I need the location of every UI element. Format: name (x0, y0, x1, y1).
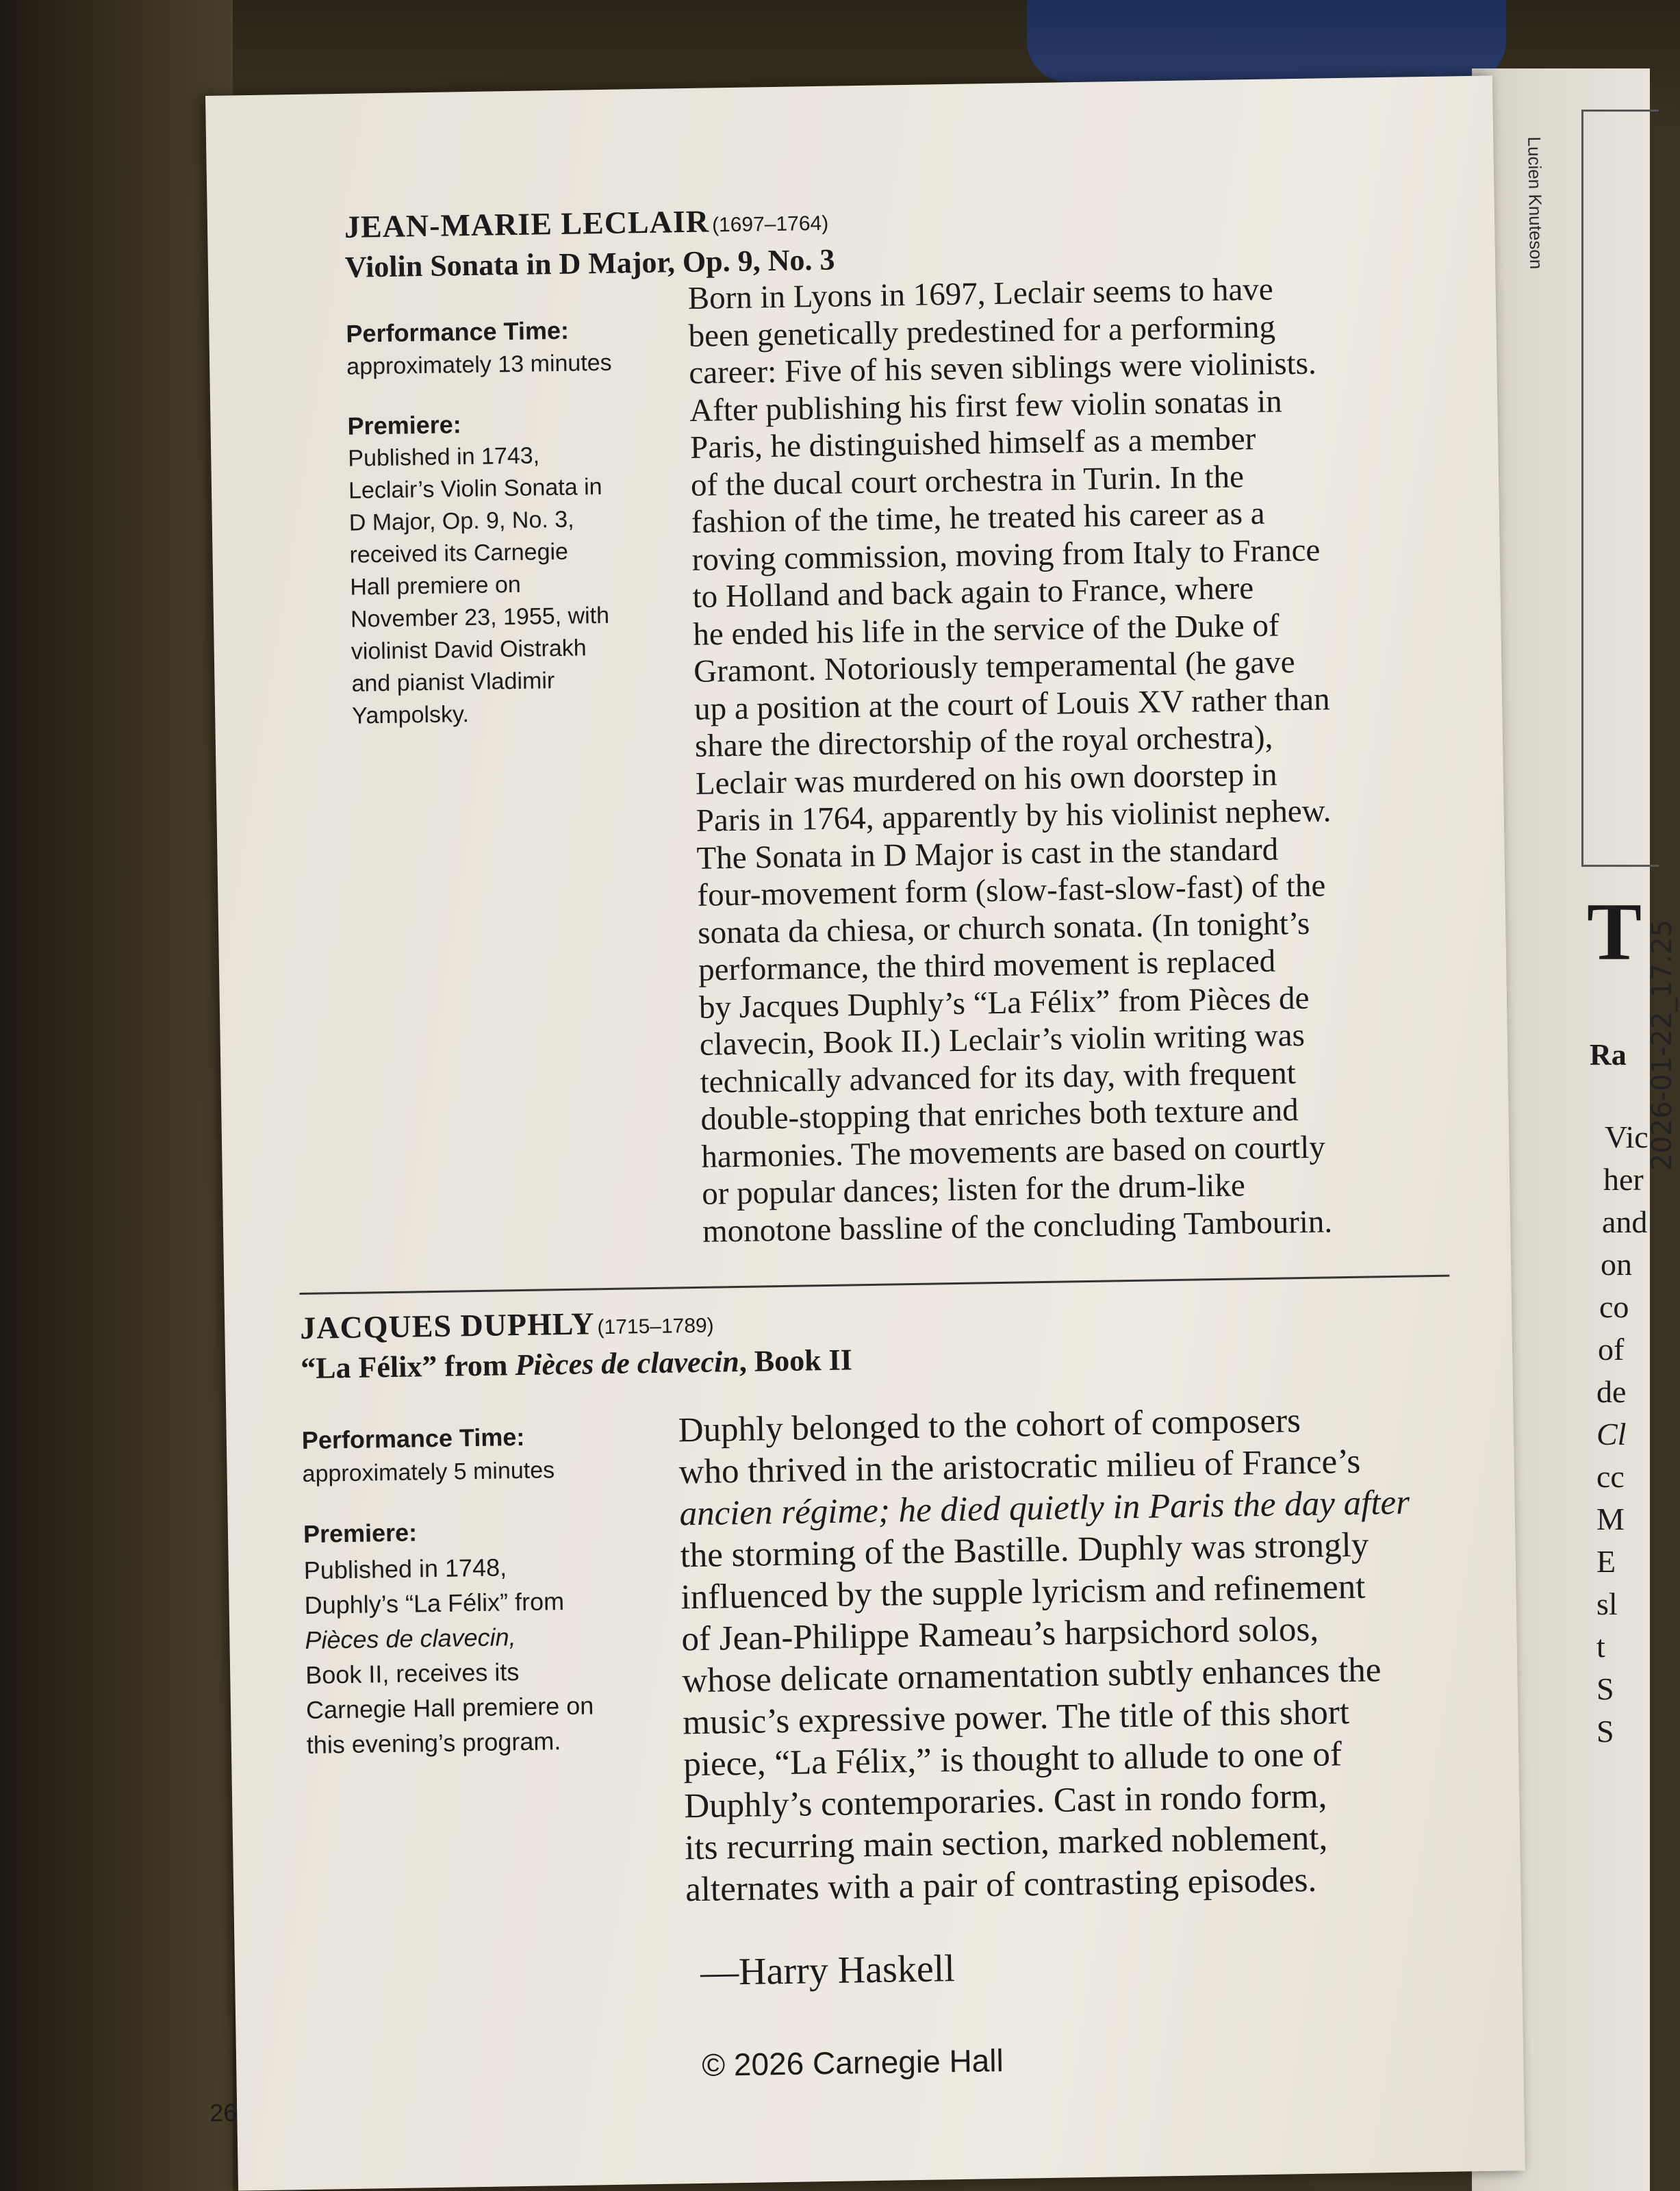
note-line: career: Five of his seven siblings were violinists. (689, 345, 1317, 391)
facing-page-fragment: de (1596, 1374, 1627, 1409)
timestamp: 2026-01-22_17.25 (1646, 920, 1678, 1171)
leclair-heading (344, 201, 829, 245)
note-line: roving commission, moving from Italy to France (691, 532, 1321, 578)
note-line: technically advanced for its day, with frequent (700, 1054, 1297, 1100)
note-line: by Jacques Duphly’s “La Félix” from Pièces de (698, 980, 1310, 1026)
leclair-premiere-label: Premiere: (347, 410, 462, 440)
duphly-performance-time-label: Performance Time: (301, 1422, 525, 1455)
note-line: been genetically predestined for a performing (688, 308, 1276, 354)
duphly-dates: (1715–1789) (597, 1314, 714, 1339)
note-line: clavecin, Book II.) Leclair’s violin writing was (699, 1017, 1306, 1063)
premiere-line: Yampolsky. (351, 701, 470, 729)
facing-page-big-letter: T (1587, 886, 1642, 977)
premiere-line: this evening’s program. (306, 1727, 561, 1759)
page-number: 26 (209, 2098, 238, 2127)
premiere-line: Hall premiere on (350, 571, 522, 600)
premiere-line: received its Carnegie (349, 538, 569, 568)
note-line: monotone bassline of the concluding Tambourin. (702, 1203, 1333, 1250)
note-line: Born in Lyons in 1697, Leclair seems to have (687, 271, 1274, 316)
duphly-work-quote: “La Félix” from (300, 1348, 508, 1386)
note-line: Gramont. Notoriously temperamental (he gave (693, 644, 1295, 689)
note-line: music’s expressive power. The title of this short (682, 1693, 1350, 1743)
note-line: sonata da chiesa, or church sonata. (In tonight’s (697, 905, 1310, 951)
note-line: its recurring main section, marked noblement, (684, 1819, 1328, 1868)
leclair-dates: (1697–1764) (711, 212, 829, 237)
facing-page-fragment: Vic (1605, 1119, 1649, 1154)
premiere-line: Leclair’s Violin Sonata in (348, 473, 602, 504)
premiere-line: Published in 1743, (348, 442, 540, 472)
leclair-composer: JEAN-MARIE LECLAIR (344, 203, 710, 244)
facing-page-fragment: co (1599, 1289, 1629, 1324)
note-line: Paris, he distinguished himself as a member (689, 420, 1256, 466)
note-line: or popular dances; listen for the drum-like (701, 1167, 1246, 1212)
author-credit: —Harry Haskell (700, 1947, 956, 1994)
premiere-line: Duphly’s “La Félix” from (304, 1587, 565, 1619)
duphly-work-collection: Pièces de clavecin (515, 1344, 740, 1382)
duphly-premiere-label: Premiere: (303, 1518, 418, 1549)
premiere-line: and pianist Vladimir (351, 668, 555, 697)
photo-credit: Lucien Knuteson (1524, 136, 1547, 270)
note-line: to Holland and back again to France, where (692, 570, 1254, 615)
note-line: four-movement form (slow-fast-slow-fast) of the (697, 867, 1326, 913)
facing-page-heading: Ra (1590, 1038, 1627, 1072)
leclair-work-title: Violin Sonata in D Major, Op. 9, No. 3 (344, 242, 835, 284)
premiere-line: Carnegie Hall premiere on (305, 1691, 594, 1724)
note-line: of the ducal court orchestra in Turin. In the (690, 458, 1245, 503)
facing-page-fragment: of (1598, 1332, 1625, 1367)
duphly-premiere-text (303, 1547, 649, 1762)
facing-page-fragment: sl (1596, 1586, 1618, 1621)
leclair-performance-time-label: Performance Time: (346, 316, 570, 348)
background-left (0, 0, 233, 2191)
facing-page-fragment: and (1602, 1204, 1648, 1239)
premiere-line: Book II, receives its (305, 1658, 520, 1689)
facing-page-fragment: S (1596, 1714, 1614, 1749)
facing-page-frame (1581, 110, 1659, 867)
facing-page-fragment: Cl (1596, 1417, 1627, 1452)
note-line: The Sonata in D Major is cast in the standard (696, 831, 1279, 876)
premiere-line: November 23, 1955, with (350, 602, 610, 633)
duphly-work-title (301, 1342, 852, 1386)
premiere-line: Pièces de clavecin, (305, 1623, 516, 1654)
note-line: After publishing his first few violin sonatas in (689, 383, 1283, 429)
note-line: whose delicate ornamentation subtly enhances the (682, 1651, 1382, 1701)
duphly-work-book: , Book II (739, 1343, 853, 1378)
facing-page-fragment: her (1603, 1162, 1644, 1197)
background-seat (1027, 0, 1506, 82)
facing-page-fragment: cc (1596, 1459, 1625, 1494)
premiere-line: Published in 1748, (303, 1553, 507, 1585)
note-line: Duphly’s contemporaries. Cast in rondo form, (683, 1777, 1327, 1826)
note-line: double-stopping that enriches both texture and (700, 1092, 1299, 1137)
facing-page-fragment: E (1596, 1544, 1616, 1579)
note-line: up a position at the court of Louis XV rather than (693, 681, 1330, 727)
note-line: Duphly belonged to the cohort of composers (678, 1402, 1301, 1450)
note-line: the storming of the Bastille. Duphly was strongly (680, 1525, 1369, 1575)
note-line: he ended his life in the service of the Duke of (693, 607, 1280, 653)
duphly-performance-time: approximately 5 minutes (302, 1457, 555, 1488)
note-line: piece, “La Félix,” is thought to allude to one of (683, 1735, 1342, 1784)
copyright: © 2026 Carnegie Hall (701, 2042, 1004, 2083)
duphly-program-note (678, 1397, 1507, 1912)
note-line: who thrived in the aristocratic milieu of France’s (678, 1442, 1361, 1492)
note-line: influenced by the supple lyricism and refinement (680, 1567, 1366, 1617)
leclair-performance-time: approximately 13 minutes (346, 349, 612, 380)
duphly-heading (300, 1304, 714, 1346)
note-line: Paris in 1764, apparently by his violinist nephew. (696, 793, 1332, 839)
note-line: of Jean-Philippe Rameau’s harpsichord solos, (681, 1610, 1319, 1659)
facing-page-fragment: on (1601, 1247, 1632, 1282)
program-page (205, 75, 1547, 2190)
note-line: alternates with a pair of contrasting episodes. (685, 1860, 1317, 1910)
note-line: harmonies. The movements are based on courtly (701, 1128, 1326, 1175)
note-line: performance, the third movement is replaced (698, 943, 1276, 988)
section-divider (299, 1275, 1449, 1295)
leclair-program-note (687, 268, 1483, 1250)
note-line: share the directorship of the royal orchestra), (694, 719, 1273, 764)
leclair-premiere-text (348, 438, 674, 732)
facing-page-fragment: t (1596, 1629, 1605, 1664)
note-line: fashion of the time, he treated his career as a (691, 495, 1265, 540)
duphly-composer: JACQUES DUPHLY (299, 1306, 595, 1346)
facing-page-fragment: M (1596, 1502, 1625, 1536)
premiere-line: D Major, Op. 9, No. 3, (348, 506, 574, 536)
facing-page-fragment: S (1596, 1671, 1614, 1706)
note-line: ancien régime; he died quietly in Paris the day after (679, 1483, 1410, 1534)
note-line: Leclair was murdered on his own doorstep in (695, 757, 1277, 802)
premiere-line: violinist David Oistrakh (351, 635, 587, 665)
